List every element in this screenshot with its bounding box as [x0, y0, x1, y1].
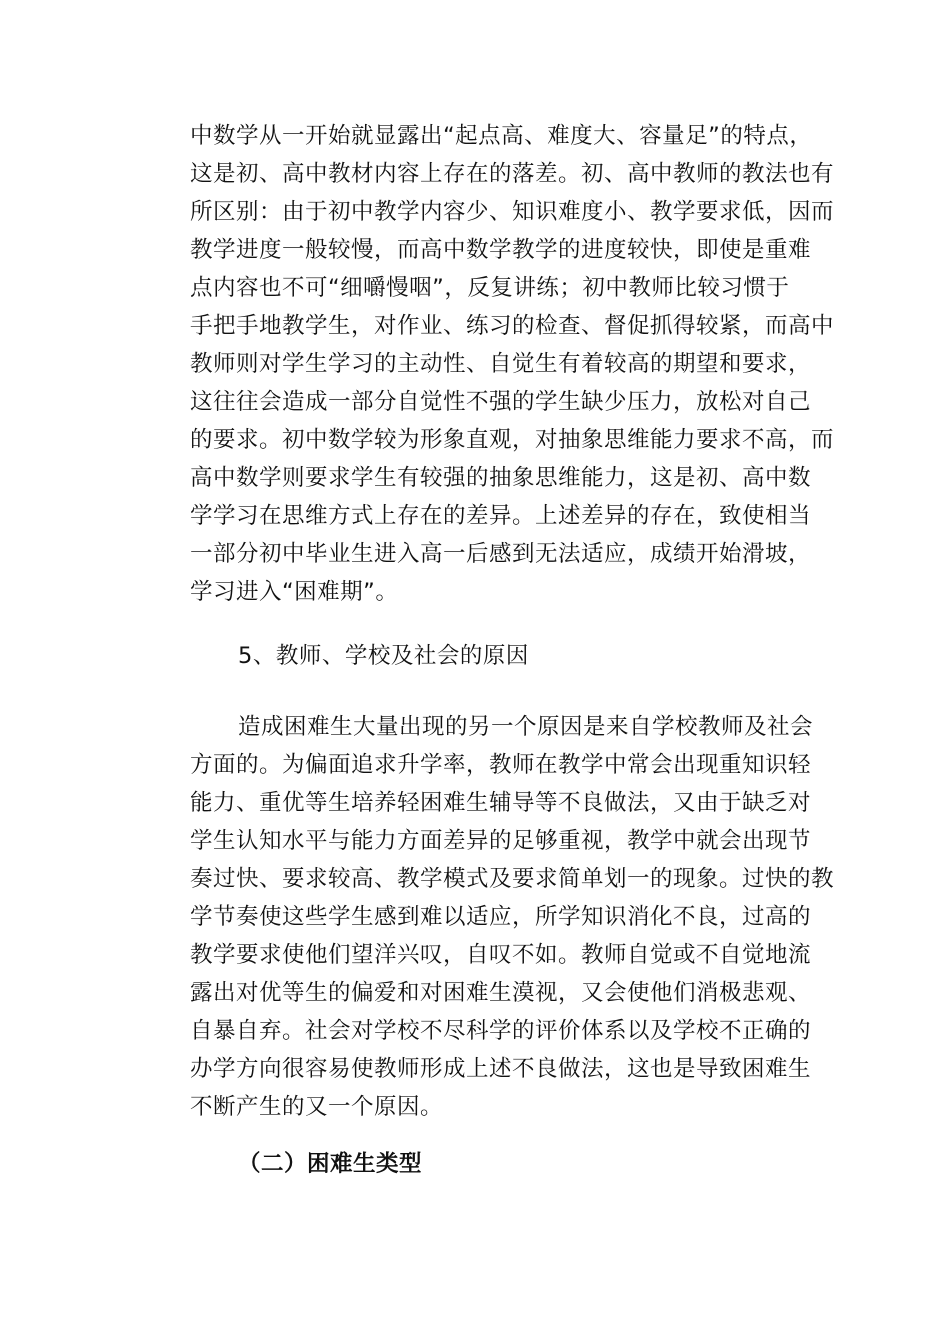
paragraph-line: 一部分初中毕业生进入高一后感到无法适应，成绩开始滑坡， [190, 541, 812, 567]
paragraph-line: 点内容也不可“细嚼慢咽”，反复讲练；初中教师比较习惯于 [190, 275, 790, 301]
paragraph-line: 奏过快、要求较高、教学模式及要求简单划一的现象。过快的教 [190, 866, 835, 892]
paragraph-line: 自暴自弃。社会对学校不尽科学的评价体系以及学校不正确的 [190, 1018, 812, 1044]
paragraph-line: 教学进度一般较慢，而高中数学教学的进度较快，即使是重难 [190, 237, 812, 263]
paragraph-line: 学节奏使这些学生感到难以适应，所学知识消化不良，过高的 [190, 904, 812, 930]
paragraph-line: 方面的。为偏面追求升学率，教师在教学中常会出现重知识轻 [190, 752, 812, 778]
paragraph-line: 所区别：由于初中教学内容少、知识难度小、教学要求低，因而 [190, 199, 835, 225]
subsection-heading-text: （二）困难生类型 [238, 1151, 423, 1177]
paragraph-line: 露出对优等生的偏爱和对困难生漠视，又会使他们消极悲观、 [190, 980, 812, 1006]
paragraph-line: 中数学从一开始就显露出“起点高、难度大、容量足”的特点， [190, 123, 813, 149]
paragraph-line: 造成困难生大量出现的另一个原因是来自学校教师及社会 [238, 714, 814, 740]
paragraph-line: 学习进入“困难期”。 [190, 579, 399, 605]
paragraph-line: 教师则对学生学习的主动性、自觉生有着较高的期望和要求， [190, 351, 812, 377]
paragraph-line: 高中数学则要求学生有较强的抽象思维能力，这是初、高中数 [190, 465, 812, 491]
paragraph-line: 的要求。初中数学较为形象直观，对抽象思维能力要求不高，而 [190, 427, 835, 453]
paragraph-line: 不断产生的又一个原因。 [190, 1094, 444, 1120]
paragraph-2 [190, 708, 840, 1126]
paragraph-line: 这是初、高中教材内容上存在的落差。初、高中教师的教法也有 [190, 161, 835, 187]
paragraph-line: 这往往会造成一部分自觉性不强的学生缺少压力，放松对自己 [190, 389, 812, 415]
paragraph-line: 教学要求使他们望洋兴叹，自叹不如。教师自觉或不自觉地流 [190, 942, 812, 968]
paragraph-line: 办学方向很容易使教师形成上述不良做法，这也是导致困难生 [190, 1056, 812, 1082]
section-heading-5 [190, 637, 840, 675]
section-heading-text: 5、教师、学校及社会的原因 [238, 643, 529, 669]
subsection-heading [190, 1145, 840, 1183]
paragraph-line: 手把手地教学生，对作业、练习的检查、督促抓得较紧，而高中 [190, 313, 835, 339]
paragraph-line: 学学习在思维方式上存在的差异。上述差异的存在，致使相当 [190, 503, 812, 529]
paragraph-line: 学生认知水平与能力方面差异的足够重视，教学中就会出现节 [190, 828, 812, 854]
paragraph-line: 能力、重优等生培养轻困难生辅导等不良做法，又由于缺乏对 [190, 790, 812, 816]
paragraph-1 [190, 117, 840, 611]
